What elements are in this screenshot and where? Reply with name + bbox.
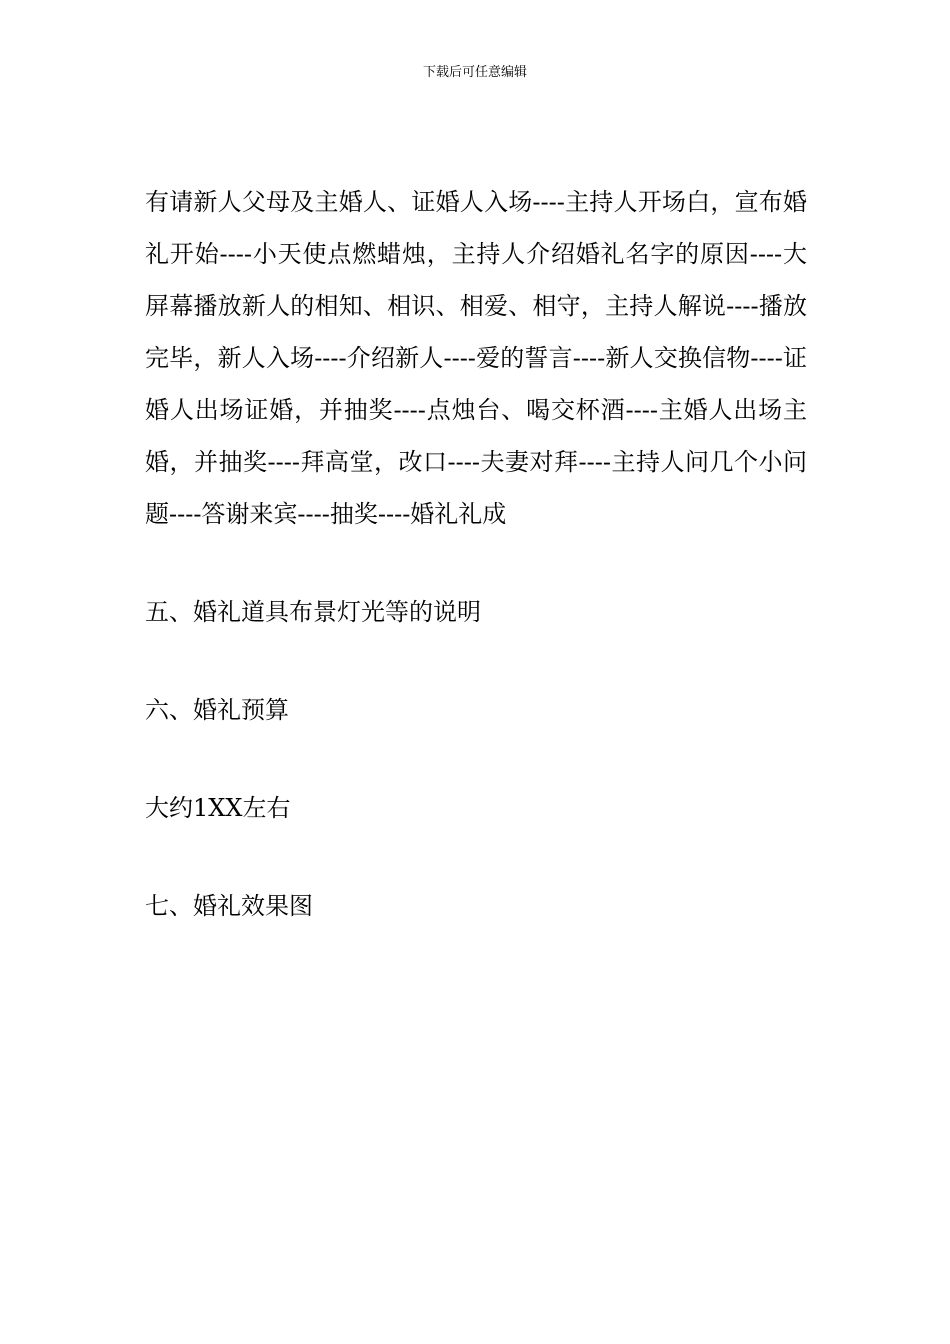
page-header-note: 下载后可任意编辑 <box>422 65 527 80</box>
section-7-heading: 七、婚礼效果图 <box>145 892 313 920</box>
budget-text: 大约1XX左右 <box>145 794 291 822</box>
document-body <box>145 176 807 932</box>
ceremony-process-paragraph: 有请新人父母及主婚人、证婚人入场----主持人开场白，宣布婚礼开始----小天使点燃蜡烛，主持人介绍婚礼名字的原因----大屏幕播放新人的相知、相识、相爱、相守，主持人解说----播放完毕，新人入场----介绍新人----爱的誓言----新人交换信物----证婚人出场证婚，并抽奖----点烛台、喝交杯酒----主婚人出场主婚，并抽奖----拜高堂，改口----夫妻对拜----主持人问几个小问题----答谢来宾----抽奖----婚礼礼成 <box>145 188 807 528</box>
section-6-heading: 六、婚礼预算 <box>145 696 289 724</box>
section-5-heading: 五、婚礼道具布景灯光等的说明 <box>145 598 481 626</box>
